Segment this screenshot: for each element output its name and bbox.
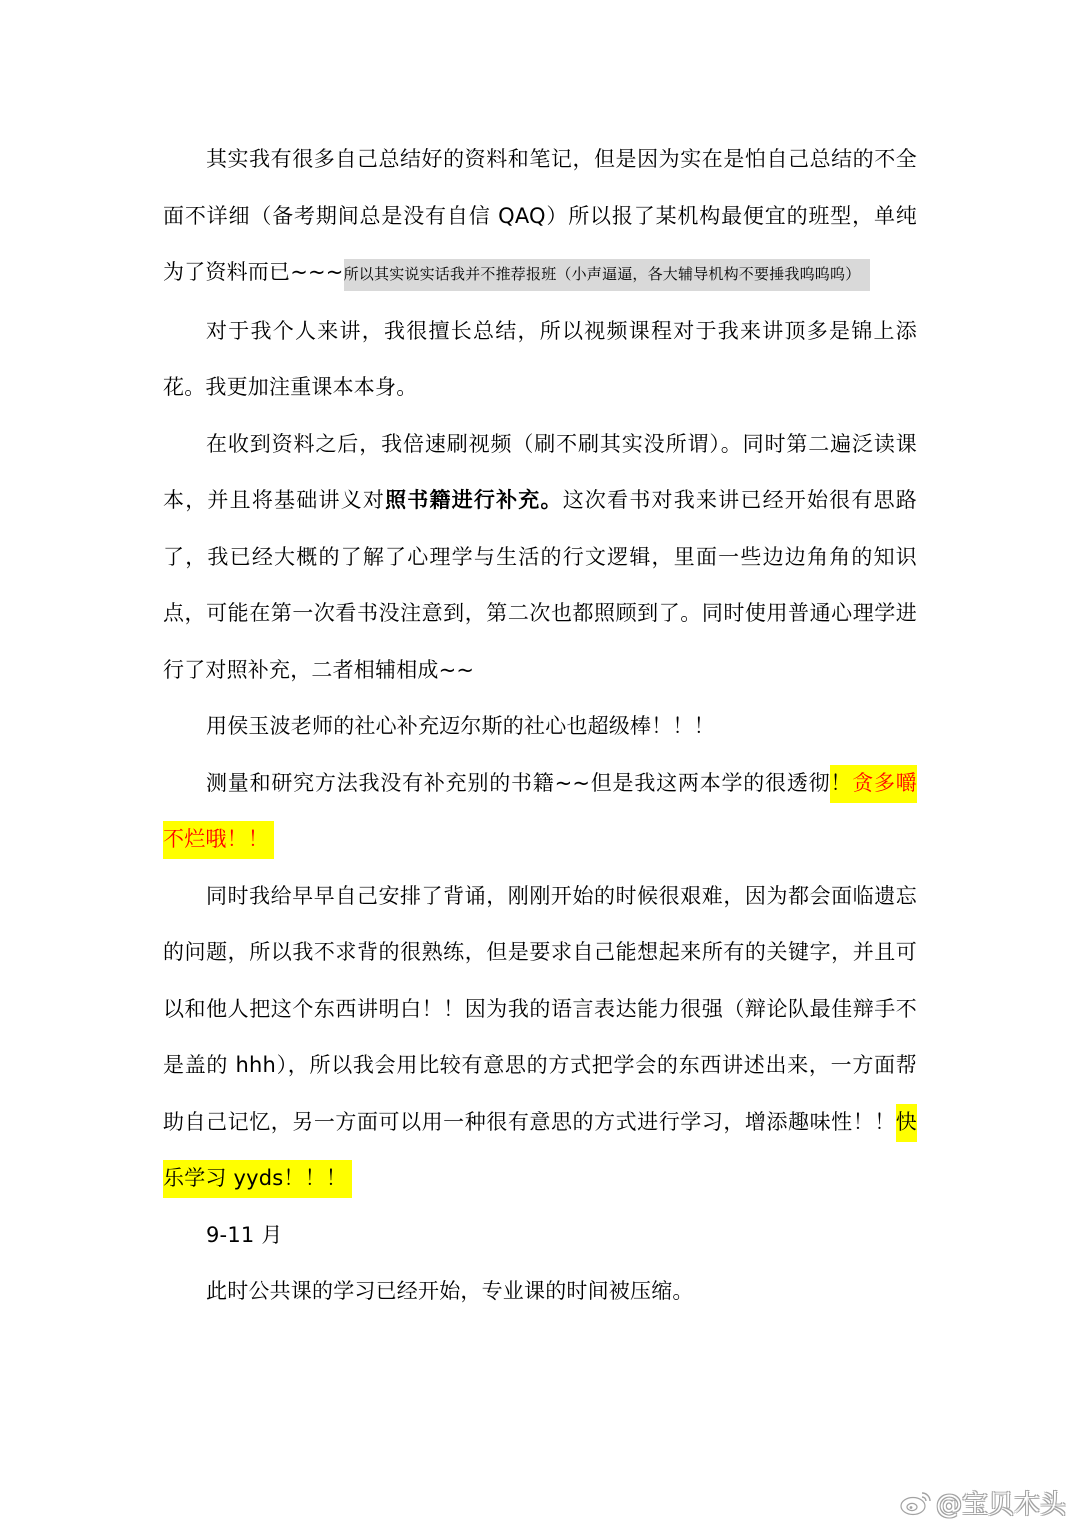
paragraph-public-course: 此时公共课的学习已经开始，专业课的时间被压缩。 [206,1279,694,1303]
weibo-icon [900,1490,932,1516]
paragraph-text: 同时我给早早自己安排了背诵，刚刚开始的时候很艰难，因为都会面临遗忘的问题，所以我不求背的很熟练，但是要求自己能想起来所有的关键字，并且可以和他人把这个东西讲明白！！因为我的语言表达能力很强（辩论队最佳辩手不是盖的 hhh），所以我会用比较有意思的方式把学会的东西讲述出来，一方面帮助自己记忆，另一方面可以用一种很有意思的方式进行学习，增添趣味性！！ [163,883,917,1134]
gray-highlight-note: 所以其实说实话我并不推荐报班（小声逼逼，各大辅导机构不要捶我呜呜呜） [344,259,871,291]
document-body [163,131,917,1320]
paragraph-materials [163,131,917,303]
watermark-text: @宝贝木头 [935,1490,1066,1520]
paragraph-methods [163,755,917,868]
paragraph-social-psych: 用侯玉波老师的社心补充迈尔斯的社心也超级棒！！！ [206,714,715,738]
watermark [900,1484,1066,1521]
paragraph-text: 测量和研究方法我没有补充别的书籍~~但是我这两本学的很透彻 [206,770,831,795]
paragraph-text: 其实我有很多自己总结好的资料和笔记，但是因为实在是怕自己总结的不全面不详细（备考期间总是没有自信 QAQ）所以报了某机构最便宜的班型，单纯为了资料而已~~~ [163,147,917,284]
paragraph-text: 在收到资料之后，我倍速刷视频（刷不刷其实没所谓）。同时第二遍泛读课本，并且将基础讲义对 [163,431,917,512]
highlight-text: ！ [830,770,853,795]
yellow-highlight: 快乐学习 yyds！！！ [163,1104,917,1199]
red-highlight-text: 贪多嚼不烂哦！！ [163,770,917,851]
paragraph-recitation [163,868,917,1207]
paragraph-summary: 对于我个人来讲，我很擅长总结，所以视频课程对于我来讲顶多是锦上添花。我更加注重课本本身。 [163,318,917,399]
paragraph-text: 这次看书对我来讲已经开始很有思路了，我已经大概的了解了心理学与生活的行文逻辑，里面一些边边角角的知识点，可能在第一次看书没注意到，第二次也都照顾到了。同时使用普通心理学进行了对照补充，二者相辅相成~~ [163,488,918,682]
bold-text: 照书籍进行补充。 [385,488,563,512]
paragraph-reading [163,416,917,699]
section-heading-months: 9-11 月 [206,1222,283,1247]
